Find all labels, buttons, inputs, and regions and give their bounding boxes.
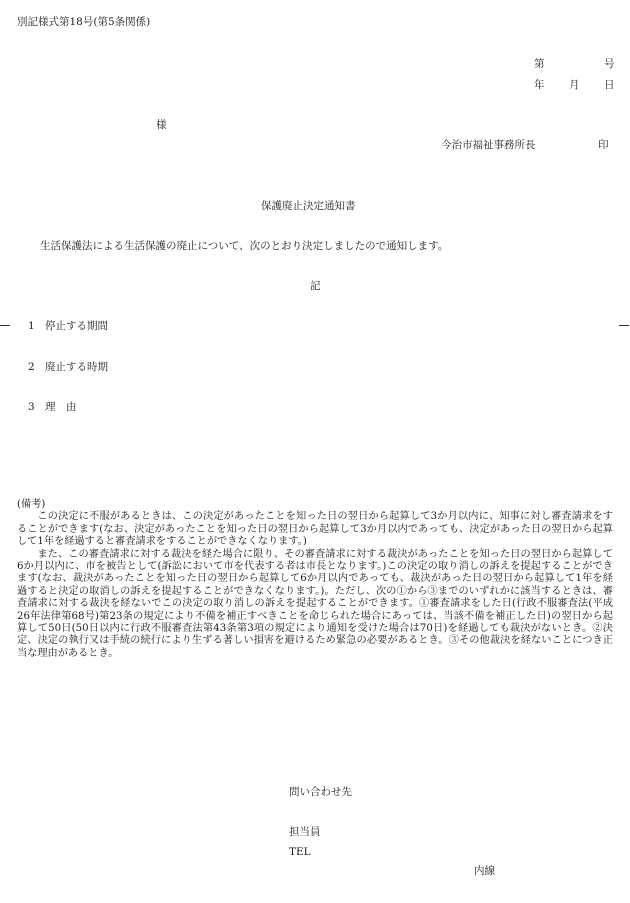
- remarks-paragraph-2: また、この審査請求に対する裁決を経た場合に限り、その審査請求に対する裁決があったことを知った日の翌日から起算して6か月以内に、市を被告として(訴訟において市を代表する者は市長となります。)この決定の取り消しの訴えを提起することができます(なお、裁決があったことを知った日の翌日から起算して6か月以内であっても、裁決があった日の翌日から起算して1年を経過すると決定の取消しの訴えを提起することができなくなります。)。ただし、次の①から③までのいずれかに該当するときは、審査請求に対する裁決を経ないでこの決定の取り消しの訴えを提起することができます。①審査請求をした日(行政不服審査法(平成26年法律第68号)第23条の規定により不備を補正すべきことを命じられた場合にあっては、当該不備を補正した日)の翌日から起算して50日(50日以内に行政不服審査法第43条第3項の規定により通知を受けた場合は70日)を経過しても裁決がないとき。②決定、決定の執行又は手続の続行により生ずる著しい損害を避けるため緊急の必要があるとき。③その他裁決を経ないことにつき正当な理由があるとき。: [17, 548, 613, 659]
- number-prefix: 第: [534, 58, 545, 70]
- intro-text: 生活保護法による生活保護の廃止について、次のとおり決定しましたので通知します。: [40, 240, 449, 252]
- date-day: 日: [604, 79, 615, 91]
- item-2-label: 廃止する時期: [45, 361, 108, 373]
- sender-name: 今治市福祉事務所長: [441, 139, 536, 151]
- form-label: 別記様式第18号(第5条関係): [17, 16, 151, 28]
- item-2-num: 2: [28, 361, 35, 373]
- contact-heading: 問い合わせ先: [289, 786, 352, 798]
- right-dash: [619, 325, 629, 326]
- seal-mark: 印: [598, 139, 609, 151]
- tel-label: TEL: [289, 846, 311, 858]
- remarks-heading: (備考): [17, 499, 46, 510]
- ki-label: 記: [310, 280, 321, 292]
- date-month: 月: [569, 79, 580, 91]
- left-dash: [0, 325, 10, 326]
- document-title: 保護廃止決定通知書: [261, 200, 356, 212]
- remarks-section: [17, 499, 613, 660]
- remarks-paragraph-1: この決定に不服があるときは、この決定があったことを知った日の翌日から起算して3か月以内に、知事に対し審査請求をすることができます(なお、決定があったことを知った日の翌日から起算して3か月以内であっても、決定があった日の翌日から起算して1年を経過すると審査請求をすることができなくなります。): [17, 511, 613, 548]
- number-suffix: 号: [604, 58, 615, 70]
- staff-label: 担当員: [289, 826, 321, 838]
- item-3-num: 3: [28, 401, 35, 413]
- item-1-label: 停止する期間: [45, 320, 108, 332]
- item-3-label: 理 由: [45, 401, 77, 413]
- item-1-num: 1: [28, 320, 35, 332]
- date-year: 年: [534, 79, 545, 91]
- extension-label: 内線: [474, 865, 495, 877]
- addressee-honorific: 様: [156, 119, 167, 131]
